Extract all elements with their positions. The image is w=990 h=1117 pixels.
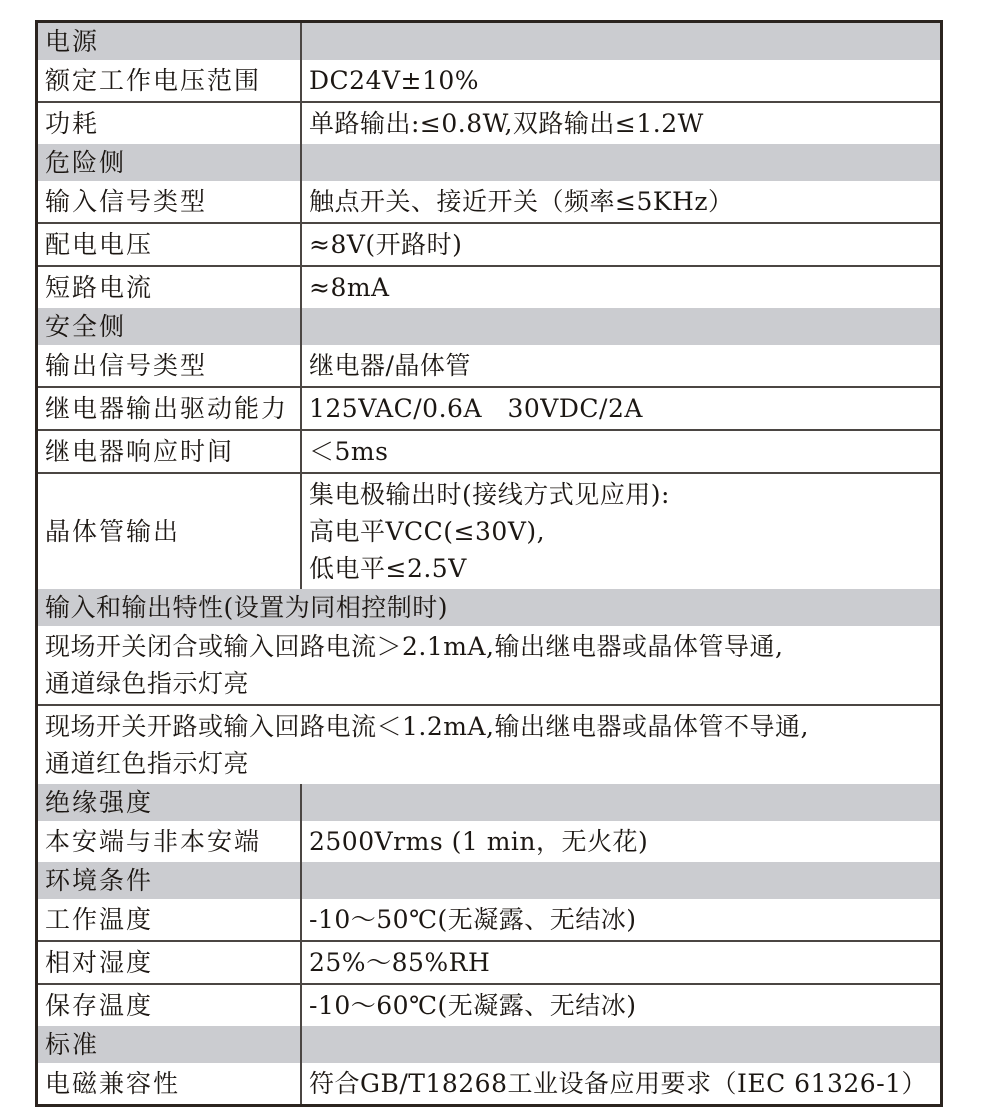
spec-label-cell	[38, 474, 302, 589]
spec-label-cell	[38, 103, 302, 144]
spec-row	[38, 472, 940, 589]
text-line: 集电极输出时(接线方式见应用):	[309, 480, 670, 509]
text-line: -10～50℃(无凝露、无结冰)	[309, 905, 637, 934]
section-row	[38, 784, 940, 821]
text-line: 标准	[45, 1030, 100, 1059]
text-line: 危险侧	[45, 148, 127, 177]
section-title-cell	[38, 784, 302, 821]
spec-label-cell	[38, 388, 302, 429]
text-line: 额定工作电压范围	[45, 66, 262, 95]
spec-row	[38, 899, 940, 940]
text-line: 安全侧	[45, 312, 127, 341]
spec-value-cell	[302, 474, 940, 589]
section-row	[38, 589, 940, 626]
spec-fullwidth-cell	[38, 706, 940, 784]
spec-table	[35, 20, 943, 1107]
text-line: 输入和输出特性(设置为同相控制时)	[45, 593, 449, 622]
section-row	[38, 144, 940, 181]
text-line: 继电器/晶体管	[309, 351, 471, 380]
text-line: 输出信号类型	[45, 351, 208, 380]
section-title-cell	[38, 589, 940, 626]
text-line: 短路电流	[45, 273, 154, 302]
spec-label-cell	[38, 345, 302, 386]
spec-row	[38, 60, 940, 101]
spec-label-cell	[38, 431, 302, 472]
text-line: 继电器响应时间	[45, 437, 235, 466]
text-line: 晶体管输出	[45, 517, 181, 546]
spec-value-cell	[302, 1026, 940, 1063]
text-line: 工作温度	[45, 905, 154, 934]
spec-label-cell	[38, 181, 302, 222]
text-line: 现场开关闭合或输入回路电流＞2.1mA,输出继电器或晶体管导通,	[45, 632, 784, 661]
text-line: 电磁兼容性	[45, 1069, 181, 1098]
spec-value-cell	[302, 103, 940, 144]
spec-label-cell	[38, 899, 302, 940]
spec-value-cell	[302, 308, 940, 345]
spec-value-cell	[302, 899, 940, 940]
section-row	[38, 1026, 940, 1063]
spec-value-cell	[302, 181, 940, 222]
spec-value-cell	[302, 345, 940, 386]
text-line: 继电器输出驱动能力	[45, 394, 289, 423]
text-line: ≈8mA	[309, 273, 390, 302]
spec-row	[38, 821, 940, 862]
spec-row	[38, 345, 940, 386]
text-line: -10～60℃(无凝露、无结冰)	[309, 991, 637, 1020]
text-line: 相对湿度	[45, 948, 154, 977]
section-row	[38, 23, 940, 60]
spec-label-cell	[38, 267, 302, 308]
text-line: ≈8V(开路时)	[309, 230, 463, 259]
text-line: 单路输出:≤0.8W,双路输出≤1.2W	[309, 109, 704, 138]
section-row	[38, 308, 940, 345]
text-line: 触点开关、接近开关（频率≤5KHz）	[309, 187, 734, 216]
text-line: 绝缘强度	[45, 788, 154, 817]
spec-row	[38, 265, 940, 308]
spec-value-cell	[302, 942, 940, 983]
spec-value-cell	[302, 388, 940, 429]
spec-value-cell	[302, 60, 940, 101]
section-title-cell	[38, 308, 302, 345]
spec-label-cell	[38, 60, 302, 101]
spec-row	[38, 101, 940, 144]
spec-row	[38, 1063, 940, 1104]
spec-row	[38, 181, 940, 222]
text-line: DC24V±10%	[309, 66, 480, 95]
text-line: 输入信号类型	[45, 187, 208, 216]
spec-value-cell	[302, 784, 940, 821]
text-line: 配电电压	[45, 230, 154, 259]
spec-fullwidth-cell	[38, 626, 940, 704]
spec-row	[38, 386, 940, 429]
text-line: 低电平≤2.5V	[309, 554, 467, 583]
text-line: 现场开关开路或输入回路电流＜1.2mA,输出继电器或晶体管不导通,	[45, 712, 809, 741]
text-line: 通道绿色指示灯亮	[45, 669, 250, 698]
spec-label-cell	[38, 942, 302, 983]
spec-value-cell	[302, 267, 940, 308]
spec-value-cell	[302, 224, 940, 265]
spec-value-cell	[302, 144, 940, 181]
text-line: 保存温度	[45, 991, 154, 1020]
section-title-cell	[38, 1026, 302, 1063]
spec-row	[38, 983, 940, 1026]
section-title-cell	[38, 23, 302, 60]
text-line: 25%～85%RH	[309, 948, 491, 977]
text-line: 高电平VCC(≤30V),	[309, 517, 546, 546]
spec-row	[38, 940, 940, 983]
section-title-cell	[38, 144, 302, 181]
spec-value-cell	[302, 431, 940, 472]
spec-value-cell	[302, 821, 940, 862]
section-title-cell	[38, 862, 302, 899]
spec-row	[38, 222, 940, 265]
spec-row	[38, 704, 940, 784]
text-line: 2500Vrms (1 min，无火花)	[309, 827, 649, 856]
text-line: 环境条件	[45, 866, 154, 895]
text-line: 通道红色指示灯亮	[45, 749, 250, 778]
spec-value-cell	[302, 1063, 940, 1104]
spec-value-cell	[302, 985, 940, 1026]
text-line: 功耗	[45, 109, 100, 138]
spec-row	[38, 429, 940, 472]
spec-value-cell	[302, 862, 940, 899]
spec-label-cell	[38, 224, 302, 265]
spec-label-cell	[38, 985, 302, 1026]
spec-row	[38, 626, 940, 704]
text-line: 125VAC/0.6A 30VDC/2A	[309, 394, 643, 423]
text-line: 符合GB/T18268工业设备应用要求（IEC 61326-1）	[309, 1069, 928, 1098]
spec-value-cell	[302, 23, 940, 60]
text-line: 本安端与非本安端	[45, 827, 262, 856]
spec-label-cell	[38, 821, 302, 862]
spec-label-cell	[38, 1063, 302, 1104]
text-line: ＜5ms	[309, 437, 389, 466]
section-row	[38, 862, 940, 899]
text-line: 电源	[45, 27, 100, 56]
